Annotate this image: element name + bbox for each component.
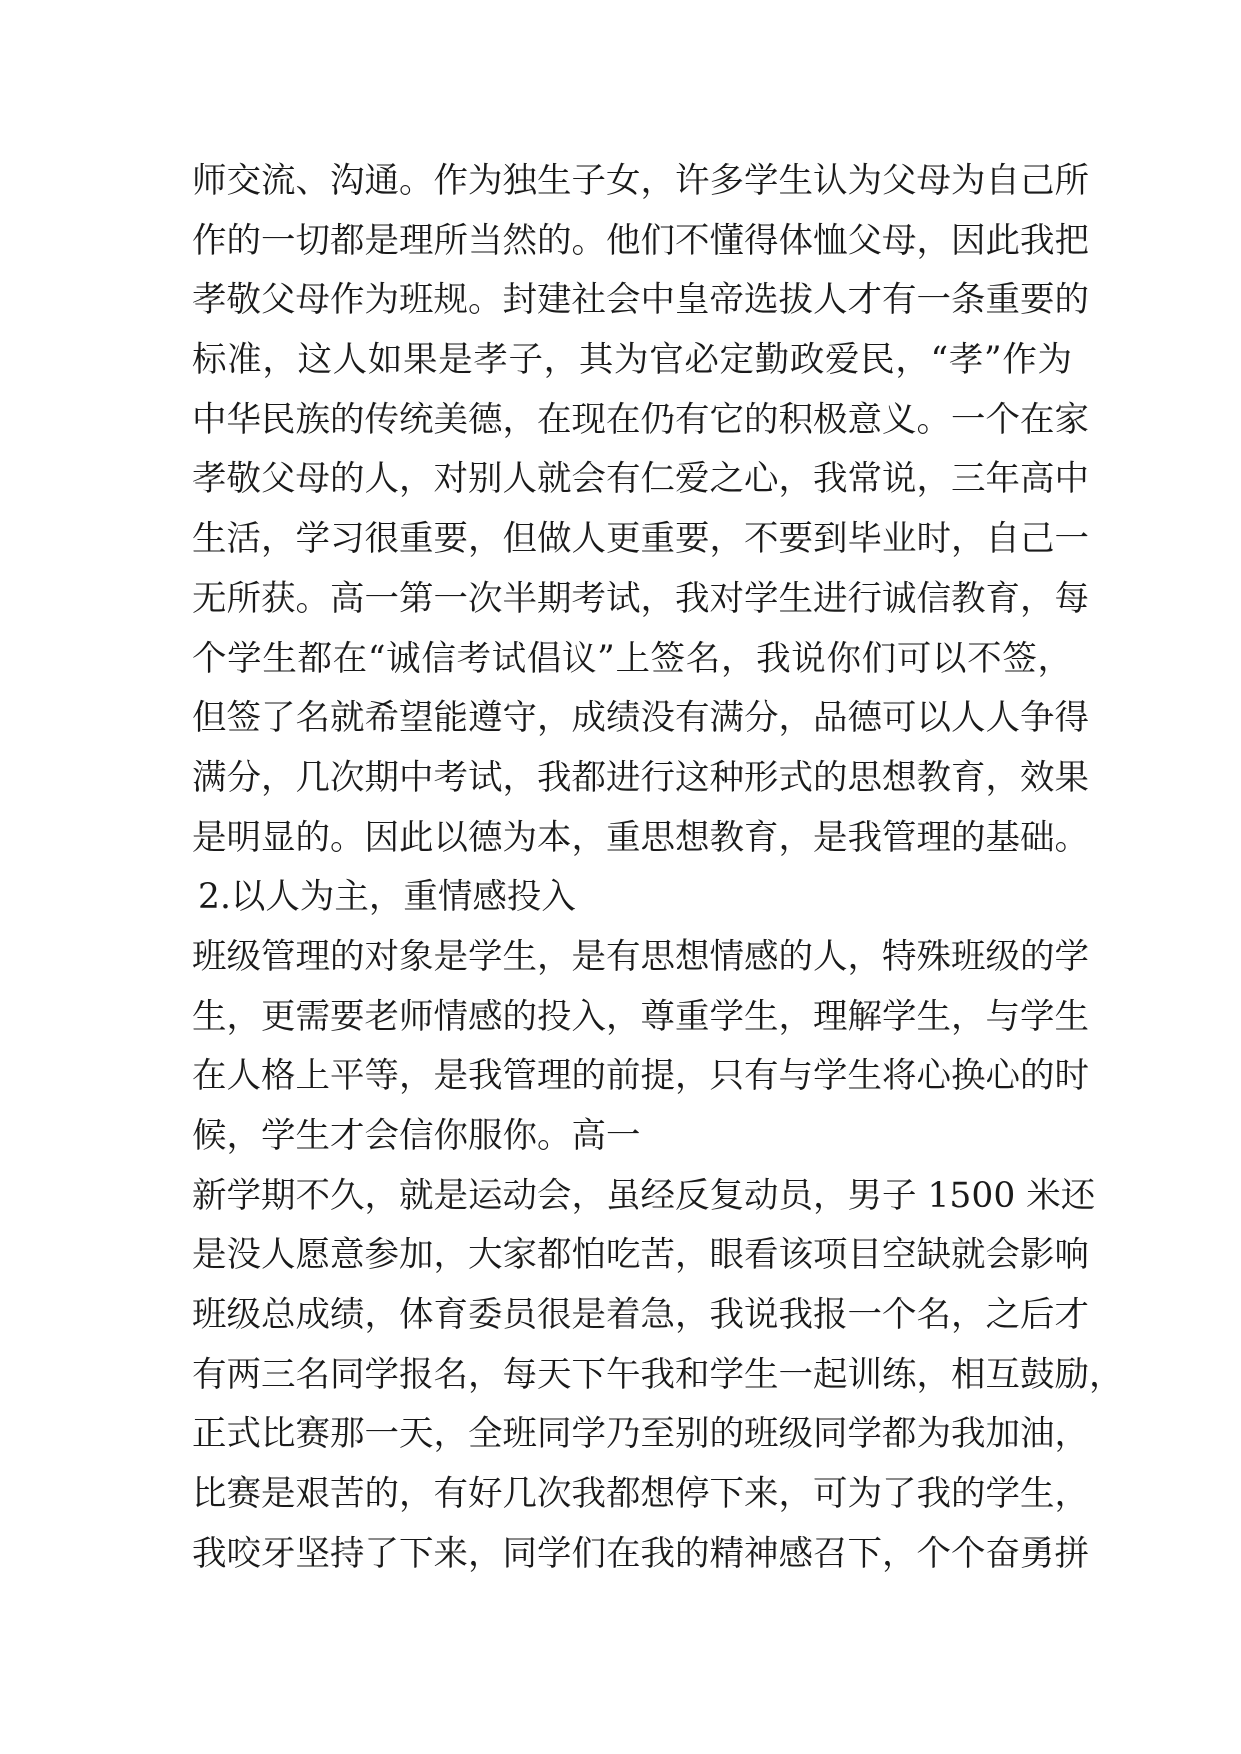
section-heading: 2.以人为主，重情感投入 — [198, 877, 576, 918]
text-line: 标准，这人如果是孝子，其为官必定勤政爱民，“孝”作为 — [192, 340, 1072, 381]
text-line: 在人格上平等，是我管理的前提，只有与学生将心换心的时 — [192, 1056, 1089, 1097]
text-line: 个学生都在“诚信考试倡议”上签名，我说你们可以不签， — [192, 638, 1072, 679]
text-line: 生，更需要老师情感的投入，尊重学生，理解学生，与学生 — [192, 996, 1089, 1037]
text-line: 班级管理的对象是学生，是有思想情感的人，特殊班级的学 — [192, 936, 1089, 977]
text-line: 师交流、沟通。作为独生子女，许多学生认为父母为自己所 — [192, 161, 1089, 201]
text-line: 是没人愿意参加，大家都怕吃苦，眼看该项目空缺就会影响 — [192, 1235, 1089, 1276]
text-line: 生活，学习很重要，但做人更重要，不要到毕业时，自己一 — [192, 519, 1089, 560]
text-line: 有两三名同学报名，每天下午我和学生一起训练，相互鼓励， — [192, 1354, 1124, 1395]
text-line: 新学期不久，就是运动会，虽经反复动员，男子 1500 米还 — [192, 1175, 1096, 1216]
text-line: 满分，几次期中考试，我都进行这种形式的思想教育，效果 — [192, 757, 1089, 798]
text-line: 候，学生才会信你服你。高一 — [192, 1116, 641, 1156]
text-line: 比赛是艰苦的，有好几次我都想停下来，可为了我的学生， — [192, 1474, 1089, 1515]
text-line: 中华民族的传统美德，在现在仍有它的积极意义。一个在家 — [192, 399, 1089, 440]
text-line: 孝敬父母的人，对别人就会有仁爱之心，我常说，三年高中 — [192, 459, 1089, 500]
text-line: 班级总成绩，体育委员很是着急，我说我报一个名，之后才 — [192, 1295, 1089, 1336]
text-line: 孝敬父母作为班规。封建社会中皇帝选拔人才有一条重要的 — [192, 280, 1089, 321]
text-line: 我咬牙坚持了下来，同学们在我的精神感召下，个个奋勇拼 — [192, 1533, 1089, 1574]
text-line: 正式比赛那一天，全班同学乃至别的班级同学都为我加油， — [192, 1414, 1089, 1455]
text-line: 作的一切都是理所当然的。他们不懂得体恤父母，因此我把 — [192, 220, 1089, 261]
text-line: 是明显的。因此以德为本，重思想教育，是我管理的基础。 — [192, 817, 1089, 858]
text-line: 无所获。高一第一次半期考试，我对学生进行诚信教育，每 — [192, 578, 1089, 619]
text-line: 但签了名就希望能遵守，成绩没有满分，品德可以人人争得 — [192, 698, 1089, 739]
body-text — [192, 152, 1124, 1585]
